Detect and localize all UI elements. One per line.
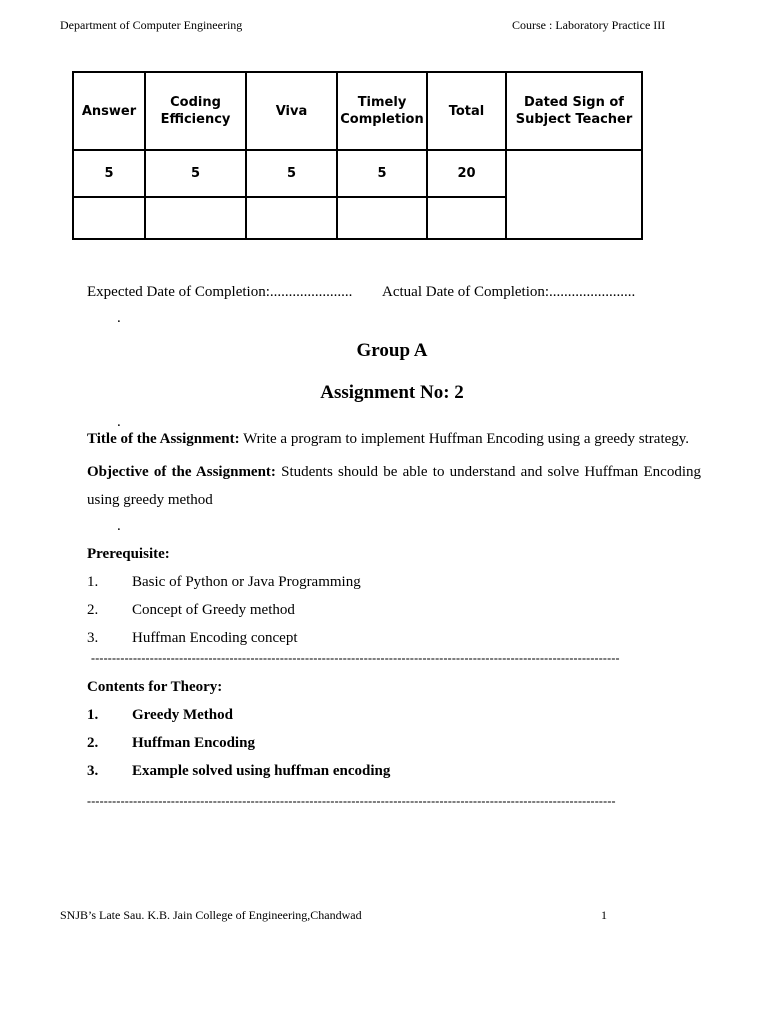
prerequisite-item: Huffman Encoding concept (132, 630, 298, 646)
contents-item: Greedy Method (132, 707, 233, 723)
footer-college: SNJB’s Late Sau. K.B. Jain College of Engineering,Chandwad (60, 908, 362, 922)
actual-date: Actual Date of Completion:....................... (382, 284, 636, 300)
contents-heading: Contents for Theory: (87, 679, 223, 695)
stray-dot: . (117, 414, 121, 430)
prerequisite-number: 3. (87, 630, 99, 646)
obtained-viva (246, 197, 337, 239)
marks-table (72, 71, 643, 240)
obtained-answer (73, 197, 145, 239)
header-answer: Answer (73, 72, 145, 150)
contents-number: 1. (87, 707, 99, 723)
header-viva: Viva (246, 72, 337, 150)
department-header: Department of Computer Engineering (60, 18, 243, 32)
course-header: Course : Laboratory Practice III (512, 18, 666, 32)
assignment-title-label: Title of the Assignment: (87, 431, 240, 447)
prerequisite-item: Concept of Greedy method (132, 602, 295, 618)
separator-line: ------------------------------------------------------------------------------------------------------------------------------ (87, 794, 616, 808)
table-header-row (73, 72, 642, 150)
stray-dot: . (117, 310, 121, 326)
obtained-coding-efficiency (145, 197, 246, 239)
contents-item: Huffman Encoding (132, 735, 255, 751)
max-viva: 5 (246, 150, 337, 197)
prerequisite-number: 1. (87, 574, 99, 590)
assignment-number: Assignment No: 2 (320, 382, 464, 403)
max-coding-efficiency: 5 (145, 150, 246, 197)
contents-item: Example solved using huffman encoding (132, 763, 391, 779)
prerequisite-heading: Prerequisite: (87, 546, 170, 562)
contents-number: 3. (87, 763, 99, 779)
header-coding-efficiency: Coding Efficiency (145, 72, 246, 150)
separator-line: ------------------------------------------------------------------------------------------------------------------------------ (91, 651, 620, 665)
stray-dot: . (117, 518, 121, 534)
header-timely-completion: Timely Completion (337, 72, 427, 150)
assignment-title-line (87, 431, 689, 448)
header-dated-sign: Dated Sign of Subject Teacher (506, 72, 642, 150)
header-total: Total (427, 72, 506, 150)
objective-line (87, 464, 701, 481)
prerequisite-item: Basic of Python or Java Programming (132, 574, 361, 590)
objective-text: Students should be able to understand and solve Huffman Encoding (275, 464, 701, 480)
obtained-total (427, 197, 506, 239)
max-total: 20 (427, 150, 506, 197)
page-number: 1 (601, 908, 607, 922)
objective-continuation: using greedy method (87, 492, 213, 508)
assignment-title-text: Write a program to implement Huffman Encoding using a greedy strategy. (239, 431, 690, 447)
group-title: Group A (356, 340, 428, 361)
prerequisite-number: 2. (87, 602, 99, 618)
objective-label: Objective of the Assignment: (87, 464, 276, 480)
max-answer: 5 (73, 150, 145, 197)
max-timely-completion: 5 (337, 150, 427, 197)
contents-number: 2. (87, 735, 99, 751)
signature-cell (506, 150, 642, 239)
expected-date: Expected Date of Completion:...................... (87, 284, 353, 300)
max-marks-row (73, 150, 642, 197)
obtained-timely-completion (337, 197, 427, 239)
